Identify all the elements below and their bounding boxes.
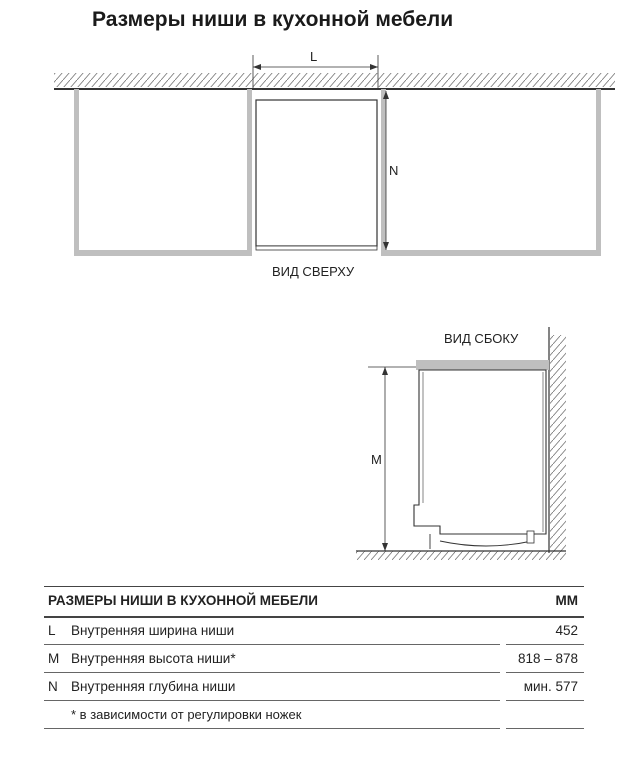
table-row [44,644,584,672]
left-cabinet-wall [247,89,252,256]
side-view [356,327,566,560]
side-view-label: ВИД СБОКУ [444,331,519,346]
left-cabinet-side [74,89,79,254]
dim-L-arrow-left [253,64,261,70]
row-rule [506,728,584,729]
row-key: M [48,651,60,666]
table-row [44,616,584,644]
appliance-foot [527,531,534,543]
row-value: мин. 577 [523,679,578,694]
dim-M-label: M [371,452,382,467]
top-view [54,55,615,256]
left-cabinet-front [74,250,252,256]
countertop-hatch [54,73,615,87]
row-key: L [48,623,56,638]
table-footnote-row [44,700,584,728]
wall-hatch [550,335,566,553]
floor-hatch [356,551,566,560]
page-title: Размеры ниши в кухонной мебели [92,8,454,31]
row-description: Внутренняя глубина ниши [71,679,236,694]
top-view-label: ВИД СВЕРХУ [272,264,355,279]
table-row [44,672,584,700]
table-header-label: РАЗМЕРЫ НИШИ В КУХОННОЙ МЕБЕЛИ [48,593,318,608]
row-description: Внутренняя высота ниши* [71,651,236,666]
dimensions-table [44,586,584,728]
table-header-row [44,586,584,616]
appliance-door [256,246,377,250]
dim-L-arrow-right [370,64,378,70]
row-value: 452 [555,623,578,638]
countertop-slab [416,360,549,370]
dim-M-arrow-bottom [382,543,388,551]
right-cabinet-front [381,250,601,256]
appliance-base [430,534,532,549]
dim-L-label: L [310,49,318,64]
row-key: N [48,679,58,694]
dim-N-label: N [389,163,399,178]
appliance-top [256,100,377,246]
right-cabinet-wall [381,89,386,256]
row-description: Внутренняя ширина ниши [71,623,235,638]
table-header-unit: ММ [555,593,578,608]
row-rule [44,728,500,729]
row-value: 818 – 878 [517,651,578,666]
right-cabinet-side [596,89,601,256]
dim-M-arrow-top [382,367,388,375]
table-footnote: * в зависимости от регулировки ножек [71,707,302,722]
appliance-body [414,370,546,534]
